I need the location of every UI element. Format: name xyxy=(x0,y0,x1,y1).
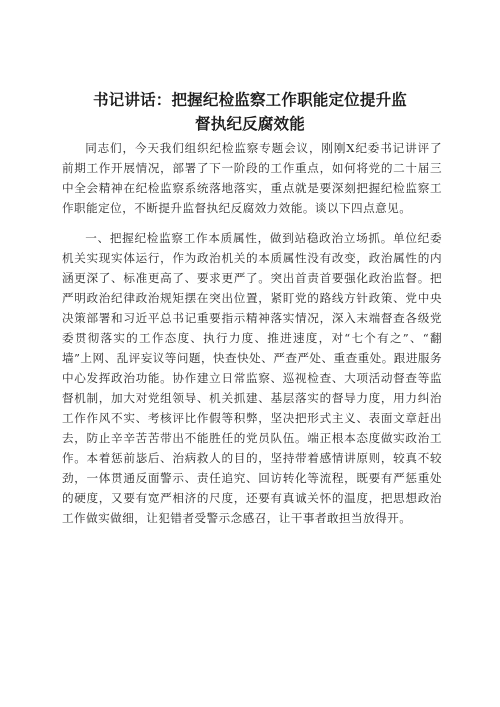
paragraph-section-one: 一、把握纪检监察工作本质属性，做到站稳政治立场抓。单位纪委机关实现实体运行，作为政治机关的本质属性没有改变，政治属性的内涵更深了、标准更高了、要求更严了。突出首责首要强化政治监督。把严明政治纪律政治规矩摆在突出位置，紧盯党的路线方针政策、党中央决策部署和习近平总书记重要指示精神落实情况，深入末端督查各级党委贯彻落实的工作态度、执行力度、推进速度，对“七个有之”、“翻墙”上网、乱评妄议等问题，快查快处、严查严处、重查重处。跟进服务中心发挥政治功能。协作建立日常监察、巡视检查、大项活动督查等监督机制，加大对党组领导、机关抓建、基层落实的督导力度，用力纠治工作作风不实、考核评比作假等积弊，坚决把形式主义、表面文章赶出去，防止辛辛苦苦带出不能胜任的党员队伍。端正根本态度做实政治工作。本着惩前毖后、治病救人的目的，坚持带着感情讲原则，较真不较劲，一体贯通反面警示、责任追究、回访转化等流程，既要有严惩重处的硬度，又要有宽严相济的尺度，还要有真诚关怀的温度，把思想政治工作做实做细，让犯错者受警示念感召，让干事者敢担当放得开。 xyxy=(62,231,442,525)
title-line-2: 督执纪反腐效能 xyxy=(195,115,305,133)
paragraph-opening: 同志们，今天我们组织纪检监察专题会议，刚刚X纪委书记讲评了前期工作开展情况，部署了下一阶段的工作重点，如何将党的二十届三中全会精神在纪检监察系统落地落实，重点就是要深刻把握纪检监察工作职能定位，不断提升监督执纪反腐效力效能。谈以下四点意见。 xyxy=(62,141,442,215)
title-line-1: 书记讲话：把握纪检监察工作职能定位提升监 xyxy=(92,91,407,109)
document-body xyxy=(62,138,442,528)
document-title xyxy=(60,88,440,136)
